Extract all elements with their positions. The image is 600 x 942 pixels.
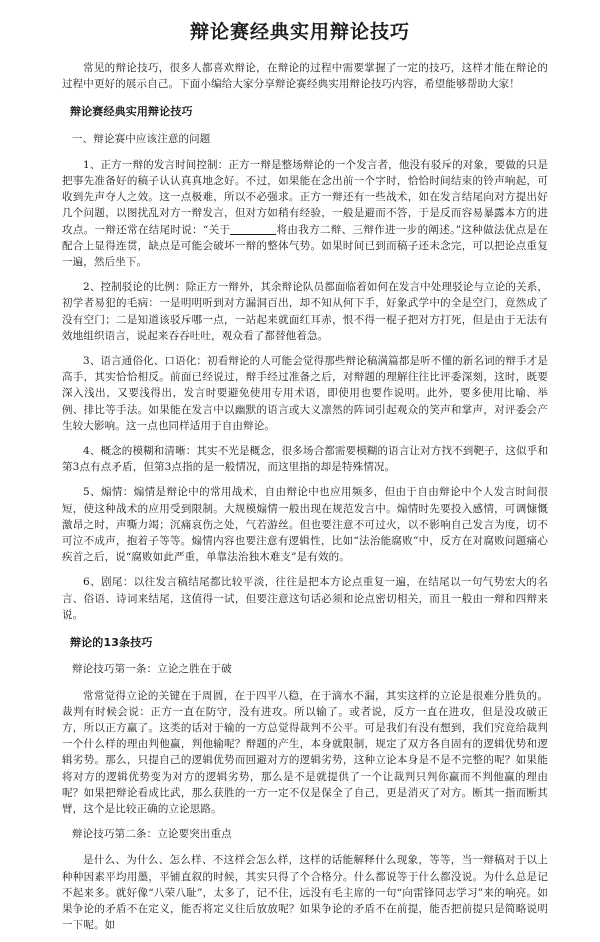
- paragraph-1: [62, 157, 548, 270]
- paragraph-4: 4、概念的模糊和清晰：其实不光是概念，很多场合都需要模糊的语言让对方找不到靶子，这似乎和第3点有点矛盾，但第3点指的是一般情况，而这里指的却是特殊情况。: [62, 445, 548, 474]
- paragraph-7: 常常觉得立论的关键在于周圆，在于四平八稳，在于滴水不漏，其实这样的立论是很难分胜负的。裁判有时候会说：正方一直在防守，没有进攻。所以输了。或者说，反方一直在进攻，但是没攻破正方，所以正方赢了。这类的话对于输的一方总觉得裁判不公平。可是我们有没有想到，我们究竟给裁判一个什么样的理由判他赢，判他输呢？辩题的产生，本身就限制，规定了双方各自固有的逻辑优势和逻辑劣势。那么，只提自己的逻辑优势而回避对方的逻辑劣势，这种立论本身是不是不完整的呢？如果能将对方的逻辑优势变为对方的逻辑劣势，那么是不是就提供了一个让裁判只判你赢而不判他赢的理由呢？如果把辩论看成比武，那么获胜的一方一定不仅是保全了自己，更是消灭了对方。断其一指而断其臂，这个是比较正确的立论思路。: [62, 689, 548, 815]
- paragraph-2: 2、控制驳论的比例：除正方一辩外，其余辩论队员都面临着如何在发言中处理驳论与立论的关系，初学者易犯的毛病：一是明明听到对方漏洞百出，却不知从何下手，好象武学中的全是空门，竟然成了没有空门；二是知道该驳斥哪一点，一站起来就面红耳赤，恨不得一棍子把对方打死，但是由于无法有效地组织语言，说起来吞吞吐吐，观众看了都替他着急。: [62, 281, 548, 342]
- subsection-heading: 一、辩论赛中应该注意的问题: [72, 132, 211, 145]
- paragraph-8: 是什么、为什么、怎么样、不这样会怎么样，这样的话能解释什么现象，等等，当一辩稿对于以上种种因素平均用墨，平铺直叙的时候，其实只得了个合格分。什么都说等于什么都没说。为什么总是记不起来多。就好像“八荣八耻”，太多了，记不住，远没有毛主席的一句“向雷锋同志学习”来的响亮。如果争论的矛盾不在定义，能否将定义往后放放呢？如果争论的矛盾不在前提，能否把前提只是简略说明一下呢。如: [62, 854, 548, 932]
- paragraph-3: 3、语言通俗化、口语化：初看辩论的人可能会觉得那些辩论稿满篇都是听不懂的新名词的辩手才是高手，其实恰恰相反。前面已经说过，辩手经过准备之后，对辩题的理解往往比评委深刻，这时，既要深入浅出，又要浅得出，发言时要避免使用专用术语，即使用也要作说明。此外，要多使用比喻、举例、排比等手法。如果能在发言中以幽默的语言或大义凛然的阵词引起观众的笑声和掌声，对评委会产生较大影响。这一点也同样适用于自由辩论。: [62, 355, 548, 432]
- page-title: 辩论赛经典实用辩论技巧: [189, 21, 410, 43]
- paragraph-1-text-a: 1、正方一辩的发言时间控制：正方一辩是整场辩论的一个发言者，他没有驳斥的对象，要做的只是把事先准备好的稿子认认真真地念好。不过，如果能在念出前一个字时，恰恰时间结束的铃声响起，可收到先声夺人之效。这一点极难，所以不必强求。正方一辩还有一些战术，如在发言结尾向对方提出好几个问题，以图扰乱对方一辩发言，但对方如稍有经验，一般是避而不答，于是反而容易暴露本方的进攻点。一辩还常在结尾时说：“关于: [62, 158, 548, 236]
- paragraph-1-text-b: 将由我方二辩、三辩作进一步的阐述。”这种做法优点是在配合上显得连贯，缺点是可能会破坏一辩的整体气势。如果时间已到而稿子还未念完，可以把论点重复一遍，然后坐下。: [62, 223, 548, 269]
- paragraph-5: 5、煽情：煽情是辩论中的常用战术，自由辩论中也应用频多，但由于自由辩论中个人发言时间很短，使这种战术的应用受到限制。大规模煽情一般出现在规范发言中。煽情时先要投入感情，可调慷慨激昂之时，声嘶力竭；沉痛哀伤之处，气若游丝。但也要注意不可过火，以不影响自己发言为度，切不可泣不成声，抱着子等等。煽情内容也要注意有逻辑性，比如“法治能腐败”中，反方在对腐败问题痛心疾首之后，说“腐败如此严重，单靠法治独木难支”是有效的。: [62, 486, 548, 564]
- fill-blank: [230, 224, 276, 235]
- article-body: [62, 60, 548, 942]
- subsection-heading: 辩论技巧第一条：立论之胜在于破: [72, 663, 232, 676]
- intro-paragraph: 常见的辩论技巧，很多人都喜欢辩论，在辩论的过程中需要掌握了一定的技巧，这样才能在辩论的过程中更好的展示自己。下面小编给大家分享辩论赛经典实用辩论技巧内容，希望能够帮助大家！: [62, 62, 548, 91]
- section-heading: 辩论的13条技巧: [70, 636, 153, 650]
- subsection-heading: 辩论技巧第二条：立论要突出重点: [72, 828, 232, 841]
- paragraph-6: 6、剧尾：以往发言稿结尾都比较平淡，往往是把本方论点重复一遍，在结尾以一句气势宏大的名言、俗语、诗词来结尾，这值得一试，但要注意这句话必须和论点密切相关，而且一般由一辩和四辩来说。: [62, 576, 548, 621]
- section-heading: 辩论赛经典实用辩论技巧: [70, 105, 193, 119]
